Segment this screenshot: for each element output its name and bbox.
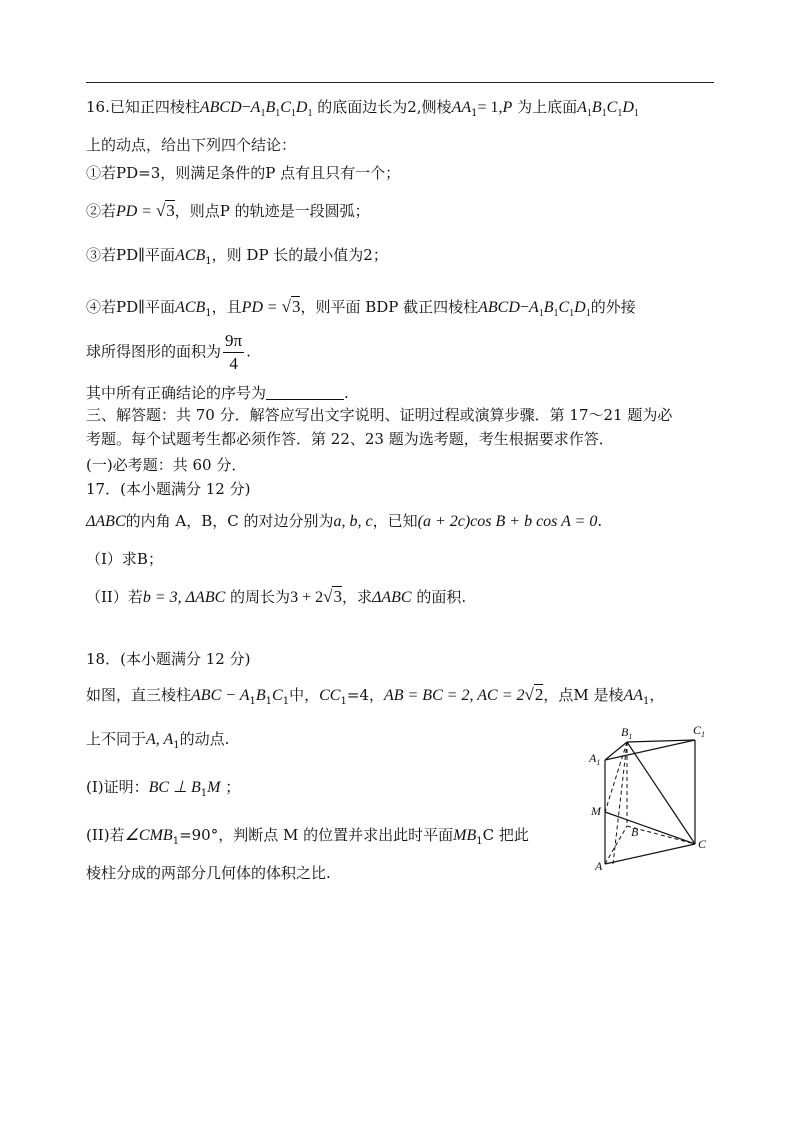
q18-part2: (II)若$\angle CMB_1=90^\circ$，判断点 M 的位置并求出此时平面$MB_1C$ 把此 bbox=[86, 826, 529, 847]
q16-line1: 16.已知正四棱柱$ABCD-A_1B_1C_1D_1$ 的底面边长为2,侧棱$AA_1= 1,P$ 为上底面$A_1B_1C_1D_1$ bbox=[86, 98, 639, 119]
section3-line3: (一)必考题：共 60 分． bbox=[86, 456, 247, 474]
label-a1: $A_1$ bbox=[589, 751, 601, 767]
q17-title: 17．(本小题满分 12 分) bbox=[86, 480, 251, 498]
edge-b1m bbox=[605, 742, 627, 812]
label-b1: $B_1$ bbox=[621, 725, 633, 741]
edge-ac bbox=[605, 844, 695, 864]
top-rule bbox=[86, 82, 714, 83]
edge-mc bbox=[605, 812, 695, 844]
q16-conclusion-3: ③若PD∥平面$ACB_1$，则 DP 长的最小值为2； bbox=[86, 246, 388, 267]
q18-title: 18．(本小题满分 12 分) bbox=[86, 650, 251, 668]
q18-stem: 如图，直三棱柱ABC − $A_1B_1C_1$中，$CC_1=4$，AB = BC = 2, AC = 2√2，点M 是棱$AA_1$， bbox=[86, 685, 665, 707]
edge-ab bbox=[605, 826, 627, 864]
label-b: B bbox=[631, 825, 639, 839]
prism-diagram bbox=[585, 722, 715, 872]
answer-blank bbox=[266, 385, 344, 400]
label-c1: $C_1$ bbox=[693, 723, 706, 739]
edge-b1a-diag bbox=[613, 742, 627, 864]
q16-conclusion-2: ②若PD = √3，则点P 的轨迹是一段圆弧； bbox=[86, 201, 370, 220]
label-c: C bbox=[698, 837, 707, 851]
q17-stem: ΔABC的内角 A，B，C 的对边分别为a, b, c，已知(a + 2c)cos B + b cos A = 0. bbox=[86, 512, 603, 530]
label-a: A bbox=[595, 859, 603, 872]
q16-conclusion-1: ①若PD=3，则满足条件的P 点有且只有一个； bbox=[86, 164, 401, 182]
prism-figure bbox=[585, 722, 715, 872]
edge-a1c1 bbox=[605, 740, 695, 760]
nine-pi-over-four: $\frac{9\pi}{4}$ bbox=[225, 331, 243, 374]
q16-line2: 上的动点，给出下列四个结论： bbox=[86, 136, 297, 154]
q18-line2: 上不同于A, $A_1$的动点. bbox=[86, 730, 230, 751]
q17-part2: （II）若b = 3, ΔABC 的周长为3 + 2√3，求ΔABC 的面积. bbox=[86, 587, 467, 606]
section3-line1: 三、解答题：共 70 分．解答应写出文字说明、证明过程或演算步骤．第 17～21 题为必 bbox=[86, 406, 673, 424]
q16-conclusion-4: ④若PD∥平面$ACB_1$，且PD = √3，则平面 BDP 截正四棱柱$ABCD-A_1B_1C_1D_1$的外接 bbox=[86, 297, 636, 319]
q17-part1: （I）求B； bbox=[86, 550, 163, 568]
label-m: M bbox=[591, 804, 601, 818]
q16-answer-line: 其中所有正确结论的序号为 . bbox=[86, 384, 349, 402]
q18-part1: (I)证明：BC ⊥ $B_1M$ ； bbox=[86, 778, 241, 799]
section3-line2: 考题。每个试题考生都必须作答．第 22、23 题为选考题，考生根据要求作答． bbox=[86, 430, 614, 448]
q16-conclusion-4-cont: 球所得图形的面积为 $\frac{9\pi}{4}$ . bbox=[86, 330, 251, 375]
q18-part2-cont: 棱柱分成的两部分几何体的体积之比. bbox=[86, 864, 331, 882]
